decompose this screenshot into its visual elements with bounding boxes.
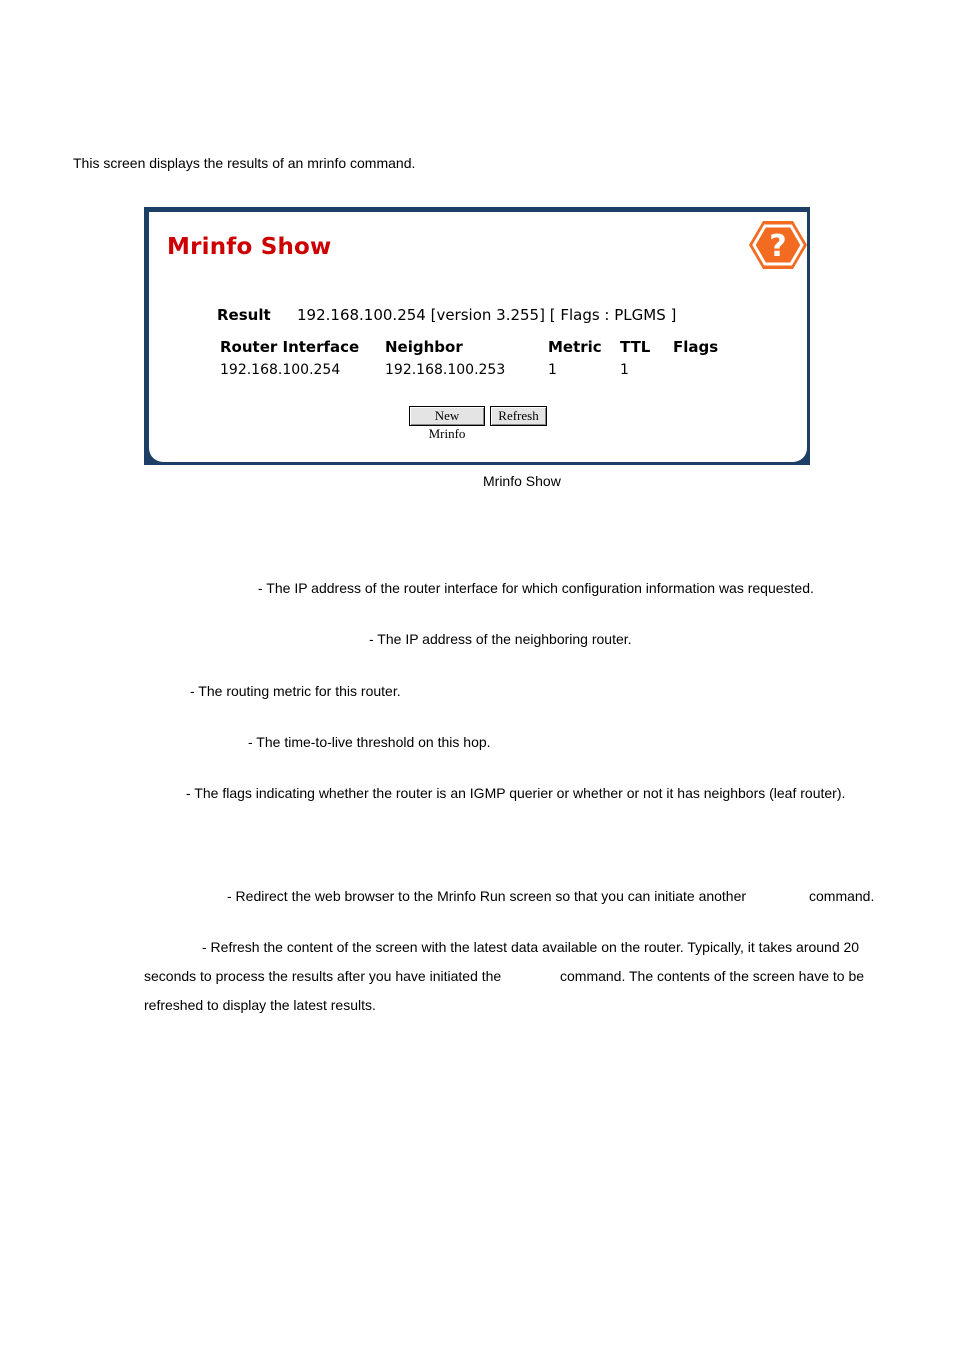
desc-ttl: - The time-to-live threshold on this hop. (248, 734, 491, 750)
column-header-router-interface: Router Interface (220, 338, 360, 356)
desc-new-mrinfo-end: command. (809, 888, 875, 904)
refresh-button[interactable]: Refresh (490, 406, 547, 426)
figure-caption: Mrinfo Show (483, 473, 561, 489)
desc-refresh: - Refresh the content of the screen with the latest data available on the router. Typically, it takes around 20 (202, 939, 860, 955)
desc-flags: - The flags indicating whether the router is an IGMP querier or whether or not it has neighbors (leaf router). (186, 785, 846, 801)
desc-refresh-line2: seconds to process the results after you have initiated the (144, 968, 502, 984)
panel-title: Mrinfo Show (167, 234, 332, 260)
desc-metric: - The routing metric for this router. (190, 683, 401, 699)
desc-new-mrinfo: - Redirect the web browser to the Mrinfo Run screen so that you can initiate another (227, 888, 747, 904)
intro-text: This screen displays the results of an mrinfo command. (73, 155, 416, 171)
column-header-ttl: TTL (620, 338, 651, 356)
question-mark-hexagon-icon[interactable] (748, 219, 808, 271)
column-header-metric: Metric (548, 338, 602, 356)
cell-router-interface: 192.168.100.254 (220, 362, 341, 378)
cell-neighbor: 192.168.100.253 (385, 362, 506, 378)
desc-neighbor: - The IP address of the neighboring router. (369, 631, 632, 647)
desc-router-interface: - The IP address of the router interface for which configuration information was requested. (258, 580, 814, 596)
result-label: Result (217, 306, 271, 324)
desc-refresh-line3: refreshed to display the latest results. (144, 997, 376, 1013)
cell-metric: 1 (548, 362, 557, 378)
mrinfo-show-panel (144, 207, 810, 465)
panel-body (149, 212, 807, 462)
svg-text:?: ? (769, 229, 787, 264)
cell-ttl: 1 (620, 362, 629, 378)
column-header-neighbor: Neighbor (385, 338, 463, 356)
new-mrinfo-button[interactable]: New Mrinfo (409, 406, 485, 426)
desc-refresh-line2-end: command. The contents of the screen have to be (560, 968, 865, 984)
column-header-flags: Flags (673, 338, 719, 356)
result-value: 192.168.100.254 [version 3.255] [ Flags : PLGMS ] (297, 306, 677, 324)
